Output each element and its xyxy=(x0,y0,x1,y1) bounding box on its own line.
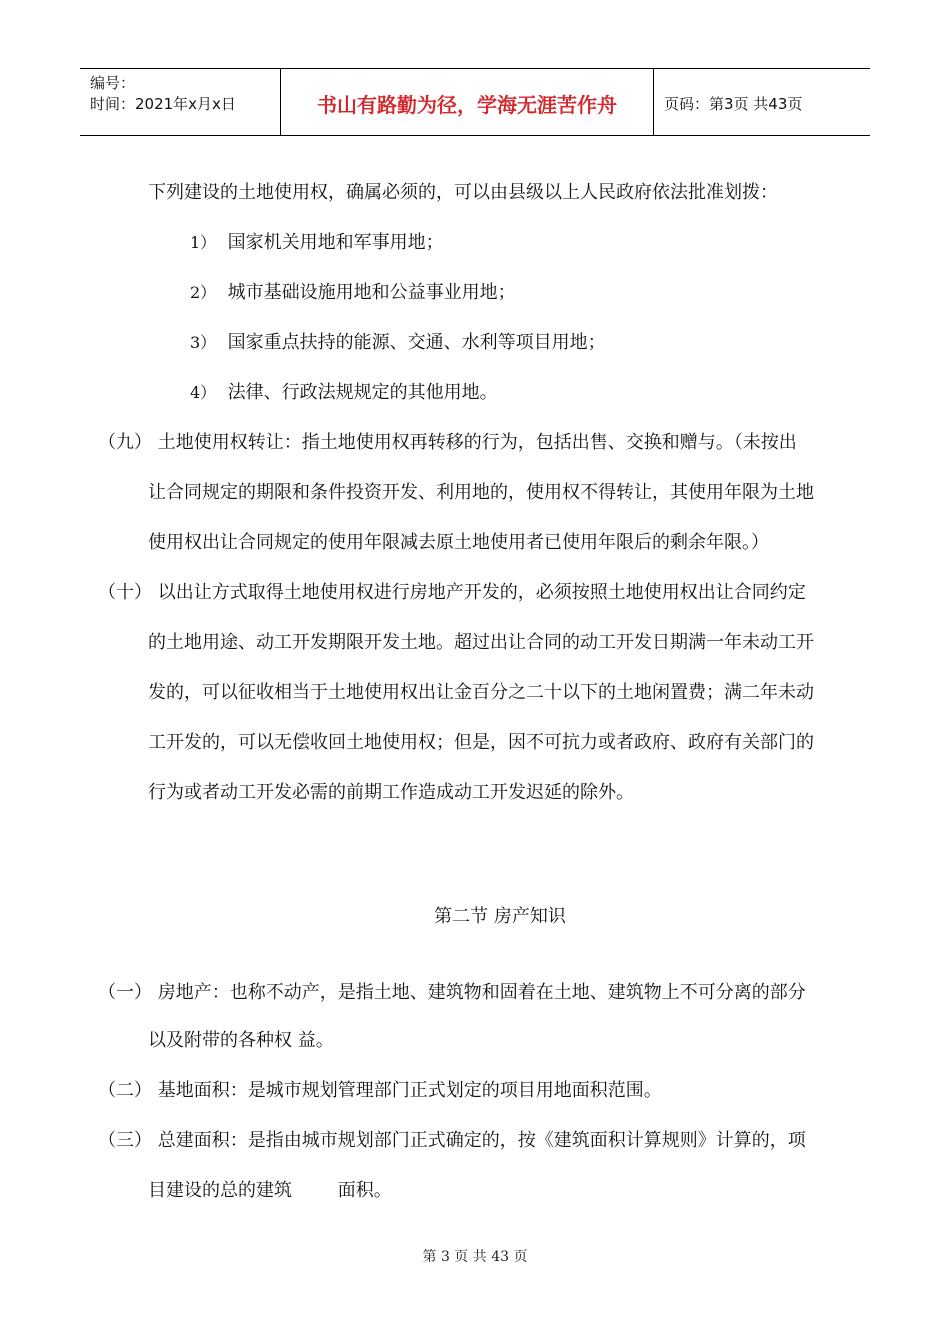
section-item-2-line xyxy=(98,1078,662,1104)
header-page-info: 页码：第3页 共43页 xyxy=(664,95,803,113)
header-meta xyxy=(90,73,236,115)
list-item-number: 1） xyxy=(190,233,217,252)
item-number: （三） xyxy=(98,1130,152,1151)
list-item-text: 国家重点扶持的能源、交通、水利等项目用地； xyxy=(227,332,606,353)
item-number: （十） xyxy=(98,582,152,603)
list-item-text: 法律、行政法规规定的其他用地。 xyxy=(227,382,498,403)
item-text: 以出让方式取得土地使用权进行房地产开发的，必须按照土地使用权出让合同约定 xyxy=(157,582,806,603)
section-item-3-line: 目建设的总的建筑 面积。 xyxy=(148,1180,392,1201)
list-item-number: 4） xyxy=(190,383,217,402)
header-motto: 书山有路勤为径，学海无涯苦作舟 xyxy=(317,93,617,117)
item-text: 总建面积：是指由城市规划部门正式确定的，按《建筑面积计算规则》计算的，项 xyxy=(157,1130,806,1151)
item-10-line: 的土地用途、动工开发期限开发土地。超过出让合同的动工开发日期满一年未动工开 xyxy=(148,632,814,653)
section-item-1-first-line xyxy=(98,980,806,1006)
item-text: 基地面积：是城市规划管理部门正式划定的项目用地面积范围。 xyxy=(157,1080,662,1101)
list-item-text: 城市基础设施用地和公益事业用地； xyxy=(227,282,516,303)
item-text: 土地使用权转让：指土地使用权再转移的行为，包括出售、交换和赠与。（未按出 xyxy=(157,432,797,453)
item-10-first-line xyxy=(98,580,806,606)
time-label: 时间：2021年x月x日 xyxy=(90,95,236,113)
list-item xyxy=(190,280,516,306)
intro-paragraph: 下列建设的土地使用权，确属必须的，可以由县级以上人民政府依法批准划拨： xyxy=(148,182,778,203)
item-10-line: 行为或者动工开发必需的前期工作造成动工开发迟延的除外。 xyxy=(148,782,634,803)
list-item xyxy=(190,380,498,406)
item-10-line: 发的，可以征收相当于土地使用权出让金百分之二十以下的土地闲置费；满二年未动 xyxy=(148,682,814,703)
item-number: （二） xyxy=(98,1080,152,1101)
item-10-line: 工开发的，可以无偿收回土地使用权；但是，因不可抗力或者政府、政府有关部门的 xyxy=(148,732,814,753)
item-number: （一） xyxy=(98,982,152,1003)
number-label: 编号： xyxy=(90,74,136,92)
item-9-first-line xyxy=(98,430,797,456)
list-item-number: 2） xyxy=(190,283,217,302)
section-item-1-line: 以及附带的各种权 益。 xyxy=(148,1030,334,1051)
page-footer: 第 3 页 共 43 页 xyxy=(422,1249,528,1265)
section-item-3-first-line xyxy=(98,1128,806,1154)
list-item-text: 国家机关用地和军事用地； xyxy=(227,232,444,253)
list-item xyxy=(190,330,606,356)
list-item xyxy=(190,230,444,256)
header-divider xyxy=(653,69,654,135)
item-number: （九） xyxy=(98,432,152,453)
page-header xyxy=(80,68,870,136)
item-text: 房地产：也称不动产，是指土地、建筑物和固着在土地、建筑物上不可分离的部分 xyxy=(157,982,806,1003)
item-9-line: 让合同规定的期限和条件投资开发、利用地的，使用权不得转让，其使用年限为土地 xyxy=(148,482,814,503)
list-item-number: 3） xyxy=(190,333,217,352)
section-title: 第二节 房产知识 xyxy=(434,906,566,927)
item-9-line: 使用权出让合同规定的使用年限减去原土地使用者已使用年限后的剩余年限。） xyxy=(148,532,769,553)
